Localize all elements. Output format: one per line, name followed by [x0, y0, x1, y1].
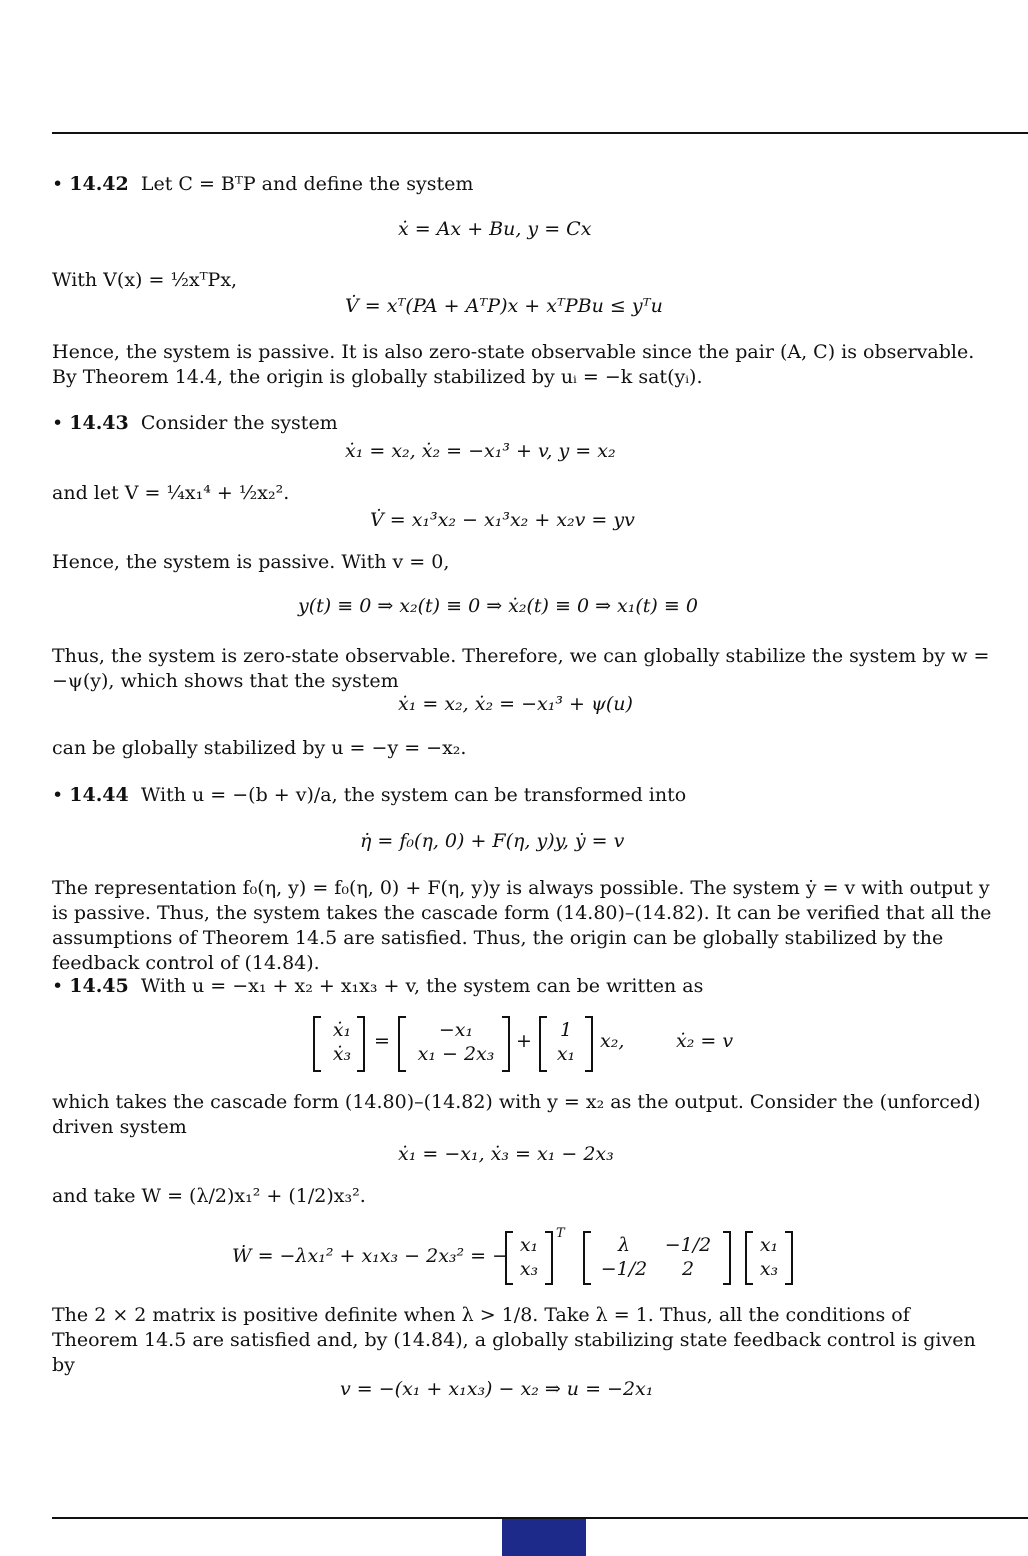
- m-lhs-1: ẋ₁: [332, 1019, 352, 1041]
- text-14-45-cascade: which takes the cascade form (14.80)–(14.82) with y = x₂ as the output. Consider the (unforced) driven system: [52, 1091, 981, 1138]
- w-mat-21: −1/2: [600, 1258, 648, 1280]
- m-eq2: ẋ₂ = v: [676, 1030, 734, 1052]
- problem-14-42-intro: • 14.42 Let C = BᵀP and define the system: [52, 173, 474, 195]
- text-14-43-let: and let V = ¼x₁⁴ + ½x₂².: [52, 482, 290, 504]
- problem-14-43-intro: • 14.43 Consider the system: [52, 412, 338, 434]
- eq-14-43-implication: y(t) ≡ 0 ⇒ x₂(t) ≡ 0 ⇒ ẋ₂(t) ≡ 0 ⇒ x₁(t) ≡ 0: [298, 595, 698, 617]
- w-lhs: Ẇ = −λx₁² + x₁x₃ − 2x₃² = −: [232, 1245, 509, 1267]
- text-14-43-passive: Hence, the system is passive. With v = 0,: [52, 551, 450, 573]
- text-14-43-conclusion: can be globally stabilized by u = −y = −x₂.: [52, 737, 467, 759]
- eq-14-43-vdot: V̇ = x₁³x₂ − x₁³x₂ + x₂v = yv: [370, 509, 635, 531]
- w-vec-2: x₃: [519, 1258, 539, 1280]
- page-footer-tab: [502, 1519, 586, 1556]
- text-14-42-body: Hence, the system is passive. It is also zero-state observable since the pair (A, C) is observable. By Theorem 14.4, the origin is globally stabilized by uᵢ = −k sat(yᵢ).: [52, 341, 975, 388]
- m-rhs2-1: 1: [559, 1019, 573, 1041]
- eq-14-44-system: η̇ = f₀(η, 0) + F(η, y)y, ẏ = v: [360, 830, 625, 852]
- w-mat-22: 2: [681, 1258, 695, 1280]
- w-transpose: T: [556, 1226, 565, 1241]
- top-rule: [52, 132, 1028, 134]
- eq-14-42-vdot: V̇ = xᵀ(PA + AᵀP)x + xᵀPBu ≤ yᵀu: [345, 295, 663, 317]
- text-14-45-conclusion: The 2 × 2 matrix is positive definite when λ > 1/8. Take λ = 1. Thus, all the conditions of Theorem 14.5 are satisfied and, by (14.84), a globally stabilizing state feedback control is given by: [52, 1304, 976, 1376]
- w-mat-11: λ: [617, 1234, 631, 1256]
- problem-14-44-intro: • 14.44 With u = −(b + v)/a, the system can be transformed into: [52, 784, 687, 806]
- w-vec2-1: x₁: [759, 1234, 779, 1256]
- eq-14-43-system: ẋ₁ = x₂, ẋ₂ = −x₁³ + v, y = x₂: [345, 440, 616, 462]
- m-tail: x₂,: [600, 1030, 625, 1052]
- m-rhs2-2: x₁: [556, 1043, 576, 1065]
- text-14-44-body: The representation f₀(η, y) = f₀(η, 0) + F(η, y)y is always possible. The system ẏ = v with output y is passive. Thus, the system takes the cascade form (14.80)–(14.82). It can be verified that all the assumptions of Theorem 14.5 are satisfied. Thus, the origin can be globally stabilized by the feedback control of (14.84).: [52, 877, 992, 974]
- eq-14-43-system2: ẋ₁ = x₂, ẋ₂ = −x₁³ + ψ(u): [398, 693, 633, 715]
- w-mat-12: −1/2: [664, 1234, 712, 1256]
- w-vec2-2: x₃: [759, 1258, 779, 1280]
- eq-14-45-final: v = −(x₁ + x₁x₃) − x₂ ⇒ u = −2x₁: [340, 1378, 654, 1400]
- m-lhs-2: ẋ₃: [332, 1043, 352, 1065]
- text-14-45-take: and take W = (λ/2)x₁² + (1/2)x₃².: [52, 1185, 366, 1207]
- text-14-42-with: With V(x) = ½xᵀPx,: [52, 269, 238, 291]
- eq-14-45-driven: ẋ₁ = −x₁, ẋ₃ = x₁ − 2x₃: [398, 1143, 614, 1165]
- problem-14-45-intro: • 14.45 With u = −x₁ + x₂ + x₁x₃ + v, the system can be written as: [52, 975, 704, 997]
- w-vec-1: x₁: [519, 1234, 539, 1256]
- m-rhs1-1: −x₁: [438, 1019, 474, 1041]
- m-rhs1-2: x₁ − 2x₃: [417, 1043, 495, 1065]
- eq-14-42-system: ẋ = Ax + Bu, y = Cx: [398, 218, 592, 240]
- text-14-43-body: Thus, the system is zero-state observable. Therefore, we can globally stabilize the system by w = −ψ(y), which shows that the system: [52, 645, 990, 692]
